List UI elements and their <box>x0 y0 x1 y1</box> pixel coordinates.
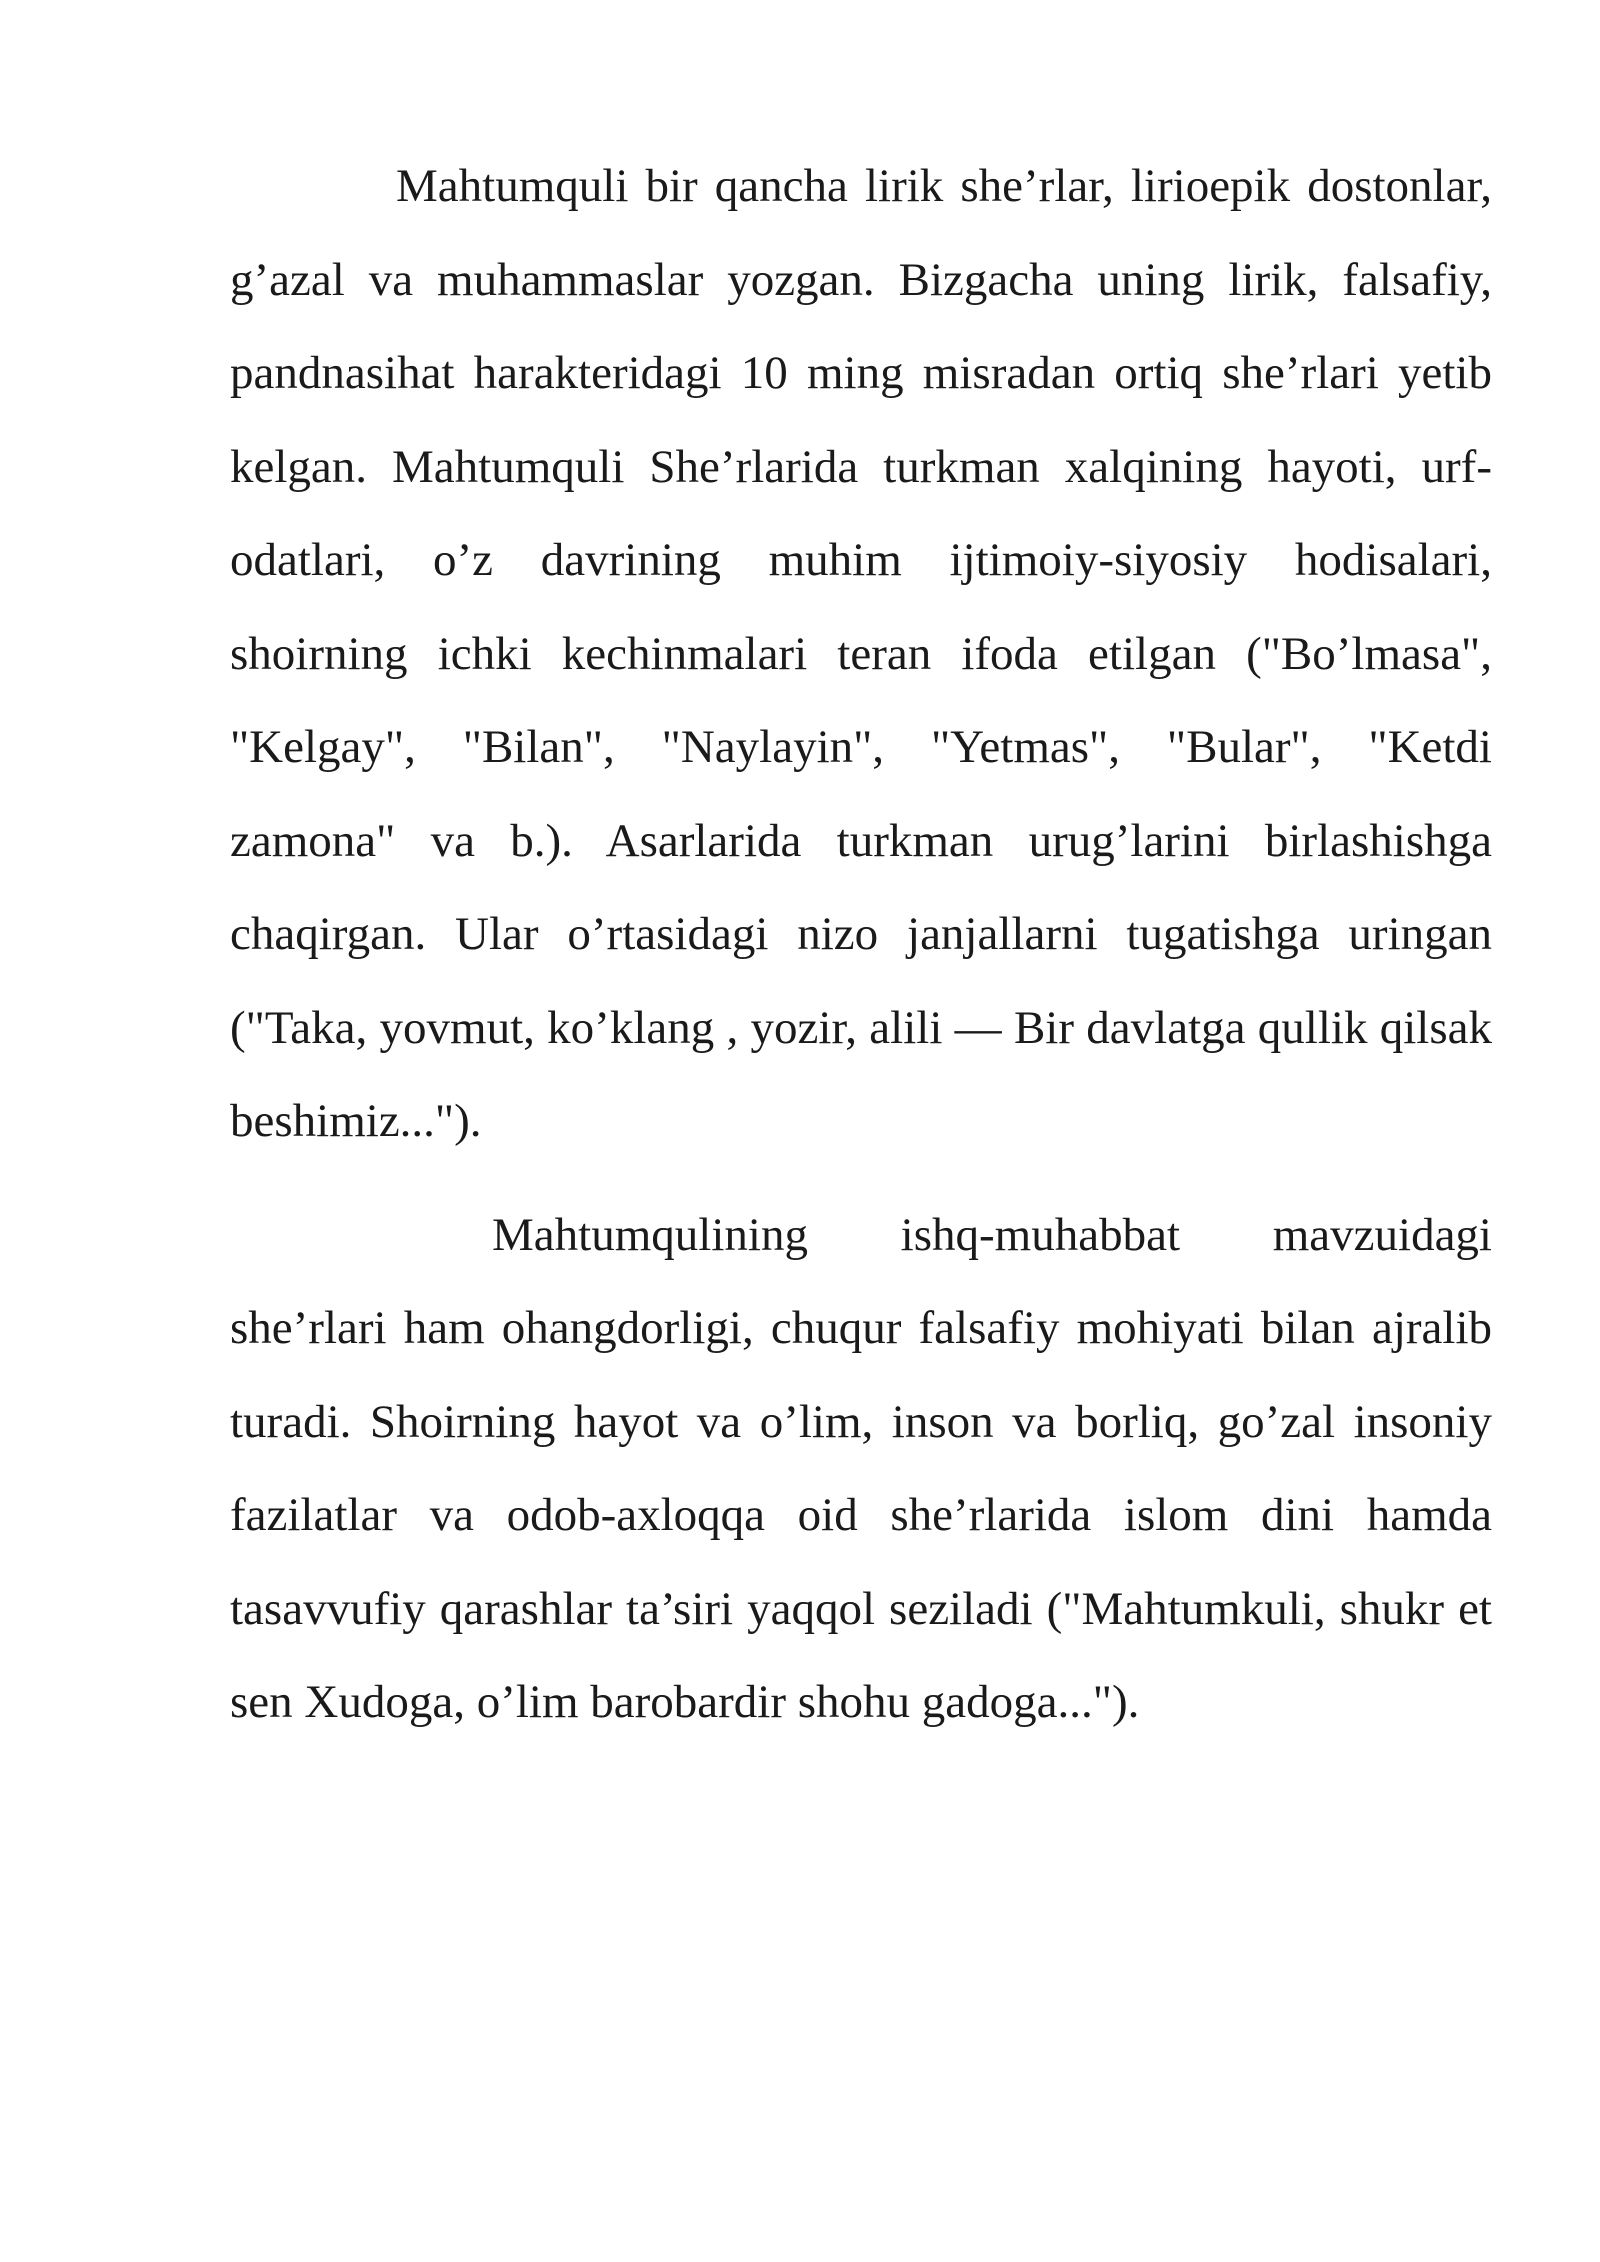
document-body <box>230 140 1492 1750</box>
paragraph-2: Mahtumqulining ishq-muhabbat mavzuidagi she’rlari ham ohangdorligi, chuqur falsafiy mohiyati bilan ajralib turadi. Shoirning hayot va o’lim, inson va borliq, go’zal insoniy fazilatlar va odob-axloqqa oid she’rlarida islom dini hamda tasavvufiy qarashlar ta’siri yaqqol seziladi ("Mahtumkuli, shukr et sen Xudoga, o’lim barobardir shohu gadoga..."). <box>230 1208 1492 1728</box>
paragraph-1: Mahtumquli bir qancha lirik she’rlar, lirioepik dostonlar, g’azal va muhammaslar yozgan. Bizgacha uning lirik, falsafiy, pandnasihat harakteridagi 10 ming misradan ortiq she’rlari yetib kelgan. Mahtumquli She’rlarida turkman xalqining hayoti, urf-odatlari, o’z davrining muhim ijtimoiy-siyosiy hodisalari, shoirning ichki kechinmalari teran ifoda etilgan ("Bo’lmasa", "Kelgay", "Bilan", "Naylayin", "Yetmas", "Bular", "Ketdi zamona" va b.). Asarlarida turkman urug’larini birlashishga chaqirgan. Ular o’rtasidagi nizo janjallarni tugatishga uringan ("Taka, yovmut, ko’klang , yozir, alili — Bir davlatga qullik qilsak beshimiz..."). <box>230 160 1492 1147</box>
